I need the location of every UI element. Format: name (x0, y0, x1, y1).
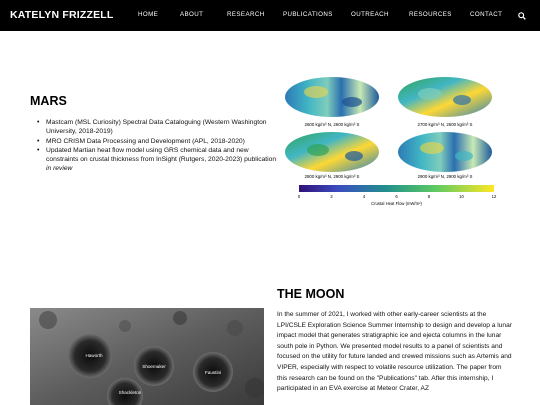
mars-project-list (37, 118, 282, 174)
in-review-note: in review (46, 165, 73, 173)
list-item-text: Updated Martian heat flow model using GRS chemical data and new constraints on crustal thickness from InSight (Rutgers, 2020-2023) publication (46, 146, 277, 164)
colorbar-tick: 8 (427, 194, 431, 199)
panel-label: 2900 kg/m³ N, 2900 kg/m³ S (417, 174, 473, 179)
site-brand[interactable]: KATELYN FRIZZELL (10, 9, 114, 21)
nav-home[interactable]: HOME (138, 11, 159, 18)
nav-research[interactable]: RESEARCH (227, 11, 265, 18)
crater-label-shackleton: Shackleton (118, 390, 142, 395)
colorbar-tick: 10 (459, 194, 464, 199)
nav-resources[interactable]: RESOURCES (409, 11, 452, 18)
colorbar-tick: 6 (395, 194, 398, 199)
nav-publications[interactable]: PUBLICATIONS (283, 11, 333, 18)
colorbar-tick: 2 (330, 194, 333, 199)
search-icon[interactable] (518, 12, 526, 20)
list-item-text: MRO CRISM Data Processing and Development (APL, 2018-2020) (46, 137, 245, 145)
map-panel (398, 77, 492, 127)
colorbar-ticks (298, 194, 497, 199)
top-navigation-bar (0, 0, 540, 31)
panel-label: 2700 kg/m³ N, 2600 kg/m³ S (417, 122, 473, 127)
map-panel (398, 132, 492, 179)
panel-label: 2800 kg/m³ N, 2900 kg/m³ S (304, 174, 360, 179)
list-item (37, 146, 282, 174)
map-panel (285, 132, 379, 179)
colorbar (299, 185, 494, 192)
list-item (37, 137, 282, 146)
moon-section-title: THE MOON (277, 287, 345, 301)
mars-section-title: MARS (30, 94, 67, 108)
colorbar-tick: 12 (491, 194, 497, 199)
crater-label-faustini: Faustini (204, 370, 222, 375)
colorbar-label: Crustal Heat Flow (mW/m²) (371, 201, 422, 206)
colorbar-tick: 4 (362, 194, 366, 199)
lunar-south-pole-image (30, 308, 264, 405)
mars-heat-flow-figure (282, 72, 512, 210)
nav-contact[interactable]: CONTACT (470, 11, 503, 18)
list-item (37, 118, 282, 137)
colorbar-tick: 0 (297, 194, 301, 199)
map-panel (285, 77, 379, 127)
nav-about[interactable]: ABOUT (180, 11, 204, 18)
nav-outreach[interactable]: OUTREACH (351, 11, 389, 18)
list-item-text: Mastcam (MSL Curiosity) Spectral Data Cataloguing (Western Washington University, 2018-2019) (46, 119, 267, 136)
crater-label-shoemaker: Shoemaker (142, 364, 166, 369)
panel-label: 2600 kg/m³ N, 2600 kg/m³ S (304, 122, 360, 127)
moon-description: In the summer of 2021, I worked with other early-career scientists at the LPI/CSLE Exploration Science Summer Internship to design and develop a lunar impact model that generates stratigraphic ice and ejecta columns in the lunar south pole in Python. We presented model results to a panel of scientists and focused on the utility for future landed and crewed missions such as Artemis and VIPER, especially with respect to volatile resource utilization. The paper from this research can be found on the "Publications" tab. After this internship, I participated in an EVA exercise at Meteor Crater, AZ (277, 311, 512, 393)
crater-label-haworth: Haworth (85, 353, 103, 358)
